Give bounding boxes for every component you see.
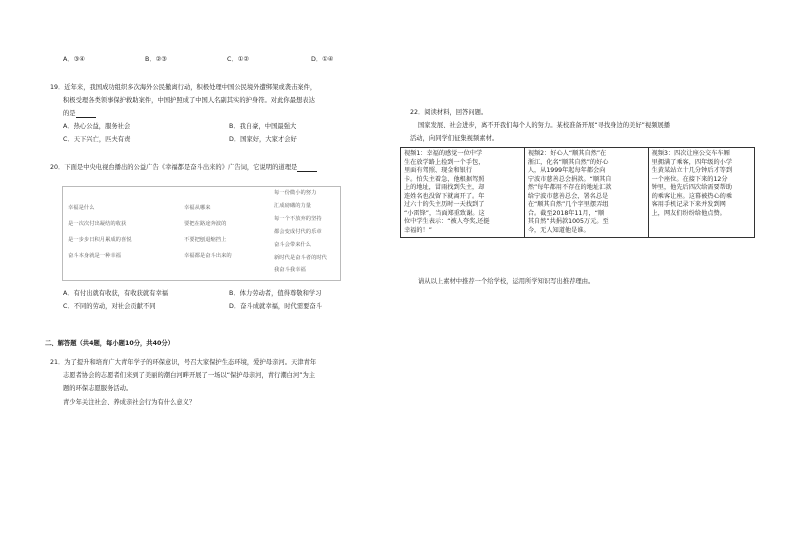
ad-col2-line2: 要把在路途奔波的 — [184, 221, 227, 227]
ad-col1-line3: 是一步步日积月累成的喜悦 — [68, 237, 132, 243]
video1-cell — [401, 148, 525, 238]
video2-line: 人，从1999年起每年都会向 — [527, 167, 606, 175]
q19-option-c: C．天下兴亡，匹夫有责 — [63, 136, 131, 143]
video1-line: 卡。怕失主着急，他根据驾照 — [404, 175, 485, 183]
q18-option-a: A．③④ — [63, 56, 85, 63]
video3-line: 上，网友们纷纷给他点赞。 — [651, 209, 726, 217]
video2-line: 然”每年都用不存在的地址汇款 — [527, 184, 612, 192]
video3-line: 钟里，他先后四次给需要帮助 — [651, 184, 733, 192]
q19-stem-text: 的是 — [63, 110, 76, 117]
q19-answer-blank — [76, 111, 96, 118]
q20-ad-text-box — [62, 186, 341, 281]
ad-col3-line6: 新时代是奋斗者的时代 — [274, 255, 327, 261]
ad-col1-line1: 幸福是什么 — [68, 205, 95, 211]
table-row — [401, 148, 755, 238]
q20-stem — [50, 164, 317, 172]
video3-line: 生黄某站立十几分钟后才等到 — [651, 167, 733, 175]
q19-option-a: A．热心公益，服务社会 — [63, 123, 131, 130]
video3-line: 的乘客让座。这幕被热心的乘 — [651, 192, 733, 200]
q20-stem-text: 20．下面是中央电视台播出的公益广告《幸福都是奋斗出来的》广告词，它说明的道理是 — [50, 164, 298, 171]
video2-line: 其自然”共捐款1005万元。至 — [527, 218, 609, 226]
q19-stem-line3 — [63, 110, 96, 118]
q20-option-d: D．奋斗成就幸福，时代需要奋斗 — [229, 303, 323, 310]
video2-cell — [524, 148, 648, 238]
q19-option-b: B．我自豪，中国最强大 — [229, 123, 297, 130]
video1-line: 幸福的！” — [404, 226, 432, 234]
video2-line: 在“顺其自然”几个字里摆弄组 — [527, 201, 609, 209]
ad-col1-line2: 是一次次付出凝结的收获 — [68, 221, 127, 227]
q18-option-d: D．①④ — [311, 56, 334, 63]
ad-col3-line5: 奋斗会带来什么 — [274, 242, 312, 248]
q19-stem-line2: 积极受理各类领事保护救助案件，中国护照成了中国人名副其实的护身符。对此你最想表达 — [63, 97, 315, 104]
ad-col2-line3: 不要把刨退缩挡上 — [184, 237, 227, 243]
ad-col2-line4: 幸福都是奋斗出来的 — [184, 253, 232, 259]
video2-line: 宁波市慈善总会捐款。“顺其自 — [527, 175, 612, 183]
q22-stem-line3: 活动，向同学们征集视频素材。 — [410, 135, 499, 142]
video1-line: 上的地址，冒雨找到失主，却 — [404, 184, 485, 192]
video1-line: 里面有驾照、现金和银行 — [404, 167, 473, 175]
q18-option-b: B．②③ — [145, 56, 167, 63]
ad-col3-line2: 汇成磅礴的力量 — [274, 203, 312, 209]
video2-line: 视频2：好心人“顺其自然”在 — [527, 150, 607, 157]
q22-question: 请从以上素材中推荐一个给学校，运用所学知识写出推荐理由。 — [418, 278, 595, 285]
video3-line: 客用手机记录下来并发到网 — [651, 201, 726, 209]
video3-line: 视频3：四次让座公交车车厢 — [651, 150, 730, 157]
q21-stem-line2: 志愿者协会的志愿者们来到了美丽的潮白河畔开展了一场以“保护母亲河，青行潮白河”为主 — [63, 372, 316, 379]
video1-line: 过六十的失主历时一天找到了 — [404, 201, 485, 209]
q18-option-c: C．①② — [227, 56, 249, 63]
video3-line: 里拥满了乘客，四年级的小学 — [651, 158, 733, 166]
q21-stem-line1: 21．为了提升和培育广大青年学子的环保意识，号召大家保护生态环境，爱护母亲河。天津青年 — [50, 359, 317, 366]
q20-answer-blank — [297, 165, 317, 172]
q21-stem-line3: 题的环保志愿服务活动。 — [63, 385, 133, 392]
video2-line: 浙江，化名“顺其自然”的好心 — [527, 158, 609, 166]
q20-option-b: B．体力劳动者，值得尊敬和学习 — [229, 290, 322, 297]
ad-col3-line7: 我奋斗我幸福 — [274, 267, 306, 273]
video1-line: 连姓名也没留下就离开了。年 — [404, 192, 485, 200]
video3-line: 一个座位。在接下来的12分 — [651, 175, 728, 183]
ad-col3-line4: 都会变成付代的乐章 — [274, 229, 322, 235]
q22-stem-line2: 国家发展、社会进步，离不开我们每个人的努力。某校准备开展“寻找身边的美好”视频展播 — [418, 122, 671, 129]
q19-option-d: D．国家好，大家才会好 — [229, 136, 297, 143]
q22-video-table — [400, 147, 755, 238]
video1-line: 生在放学路上捡到一个手包， — [404, 158, 485, 166]
video3-cell — [648, 148, 754, 238]
video2-line: 给宁波市慈善总会，署名总是 — [527, 192, 609, 200]
video1-line: 视频1：幸福的感觉一位中学 — [404, 150, 483, 157]
ad-col1-line4: 奋斗本身就是一种幸福 — [68, 253, 121, 259]
video2-line: 今，无人知道他是谁。 — [527, 226, 590, 234]
q21-question: 青少年关注社会、养成亲社会行为有什么意义？ — [63, 399, 196, 406]
q20-option-c: C．不同的劳动，对社会贡献不同 — [63, 303, 156, 310]
ad-col3-line3: 每一个不放弃的坚持 — [274, 216, 322, 222]
section2-title: 二、解答题（共4题，每小题10分，共40分） — [45, 340, 174, 347]
video1-line: “小雷锋”，当面郑重致谢。这 — [404, 209, 485, 217]
ad-col3-line1: 每一份微小的努力 — [274, 190, 317, 196]
video2-line: 合。截至2018年11月，“顺 — [527, 209, 605, 217]
q18-options — [63, 56, 333, 64]
ad-col2-line1: 幸福从哪来 — [184, 205, 211, 211]
video1-line: 位中学生表示：“被人夸奖,还挺 — [404, 218, 490, 226]
q20-option-a: A．有付出就有收获，有收获就有幸福 — [63, 290, 169, 297]
q19-stem-line1: 19．近年来，我国成功组织多次海外公民撤离行动，积极处理中国公民境外遭绑架或袭击案件， — [50, 84, 317, 91]
q22-stem-line1: 22．阅读材料，回答问题。 — [410, 109, 488, 116]
